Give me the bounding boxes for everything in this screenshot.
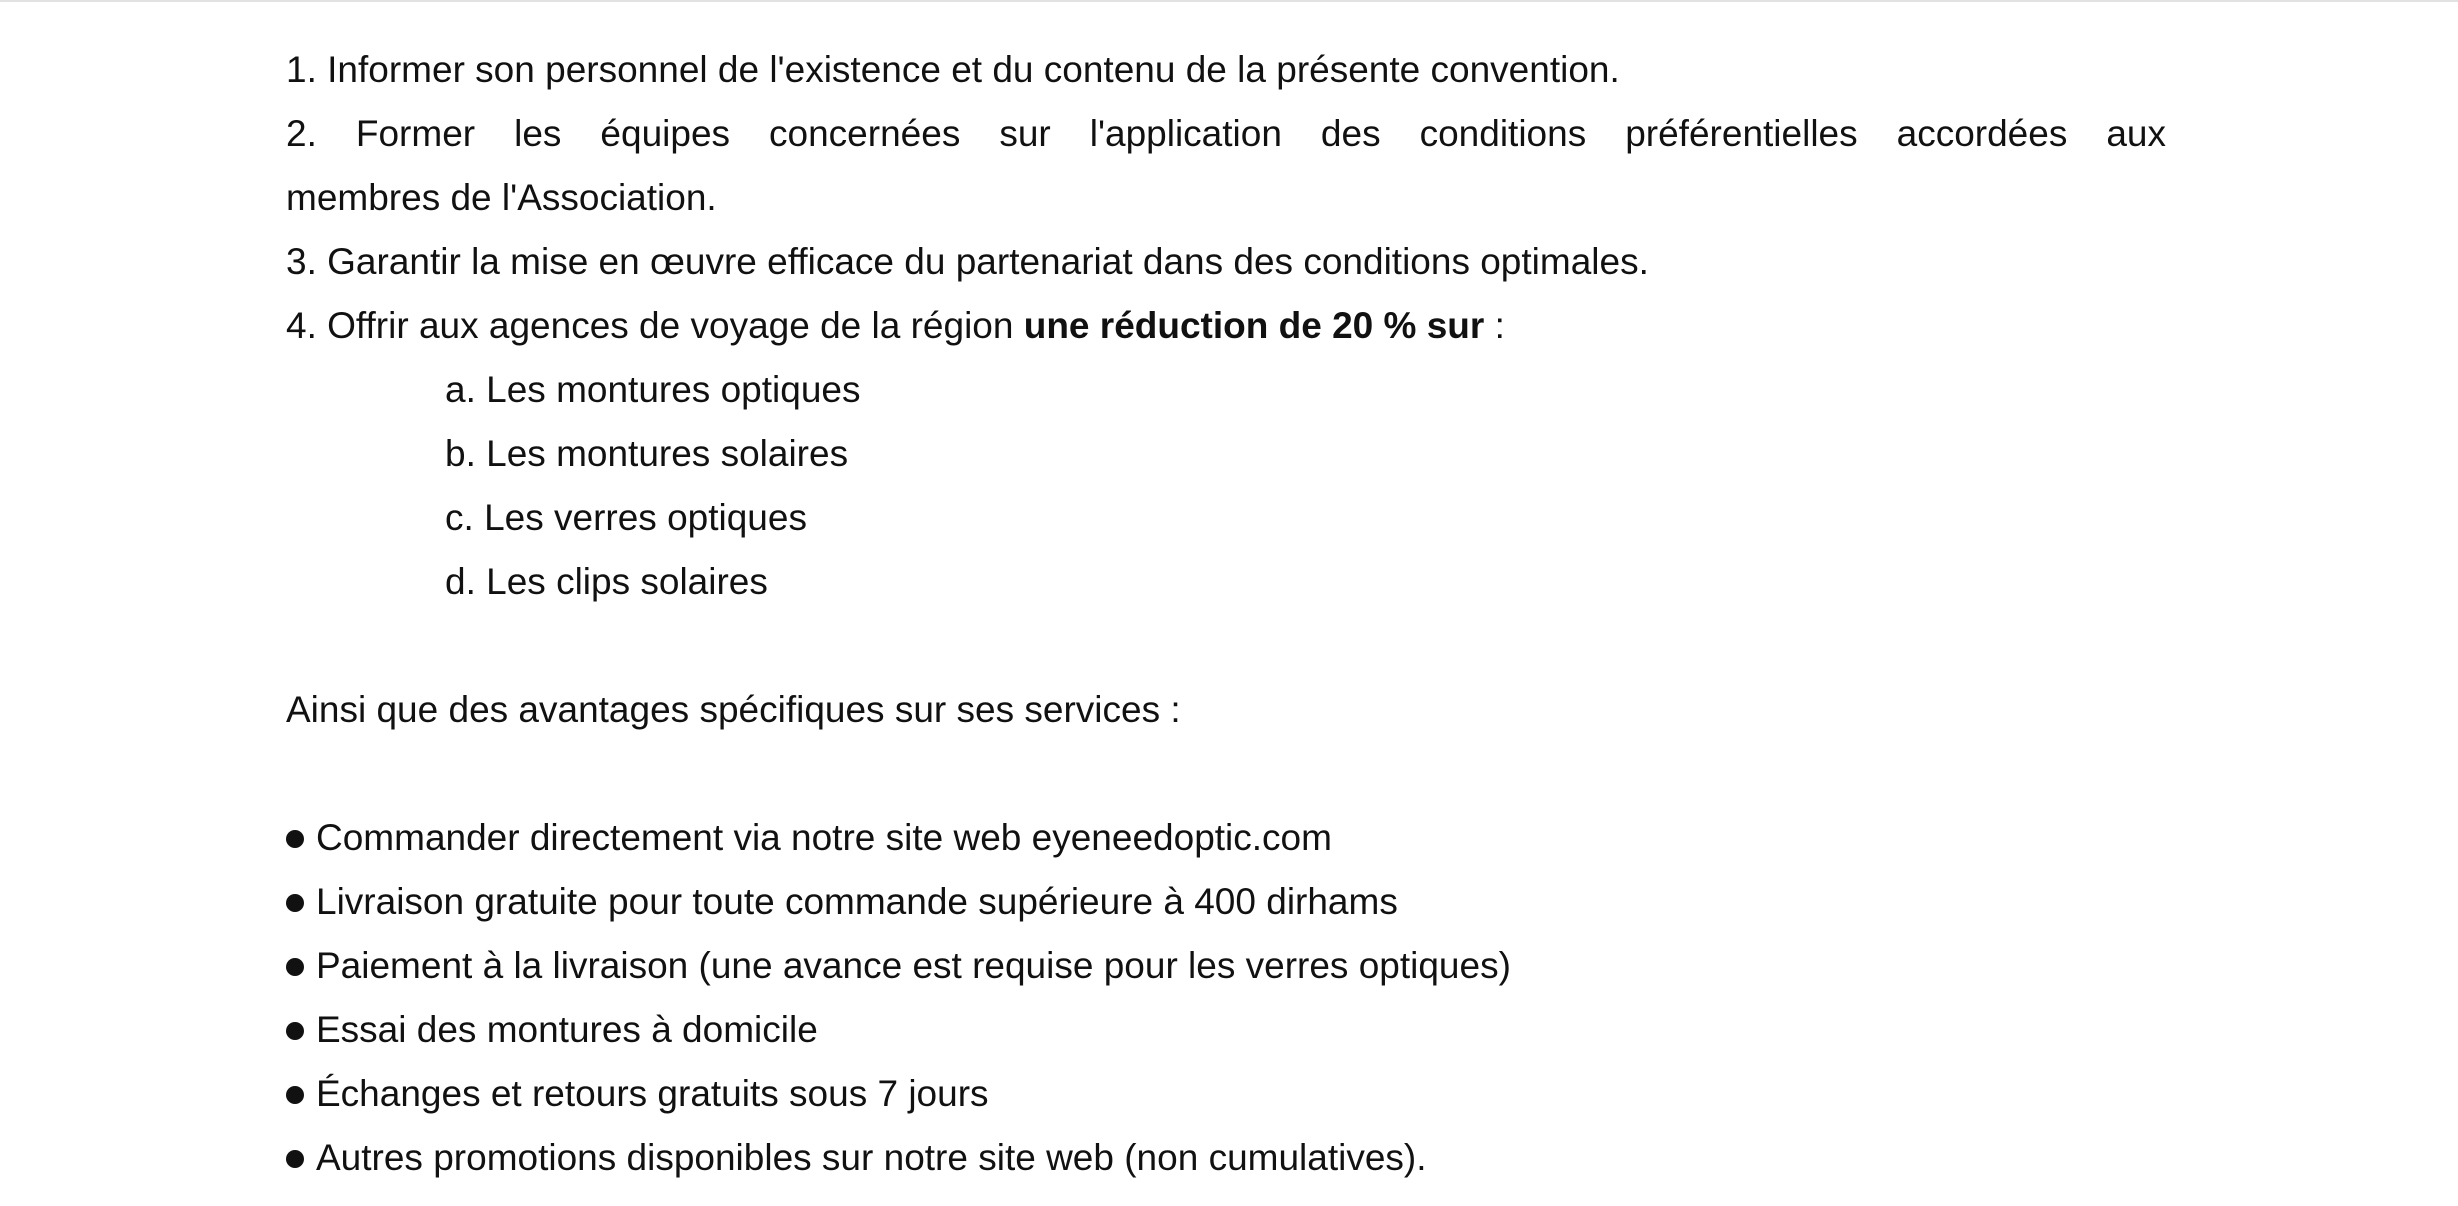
bullet-item-6	[286, 1126, 2166, 1190]
bullet-text: Autres promotions disponibles sur notre site web (non cumulatives).	[316, 1137, 1427, 1178]
sub-item-c	[286, 486, 2166, 550]
numbered-item-1	[286, 38, 2166, 102]
bullet-text: Commander directement via notre site web eyeneedoptic.com	[316, 817, 1332, 858]
bullet-item-2	[286, 870, 2166, 934]
item-text-bold: une réduction de 20 % sur	[1023, 305, 1485, 346]
item-text: Former les équipes concernées sur l'application des conditions préférentielles accordées aux	[355, 113, 2166, 154]
item-number: 3.	[286, 241, 317, 282]
sub-item-letter: c.	[445, 497, 474, 538]
services-intro: Ainsi que des avantages spécifiques sur ses services :	[286, 689, 1181, 730]
item-number: 4.	[286, 305, 317, 346]
bullet-item-4	[286, 998, 2166, 1062]
item-text-after: :	[1484, 305, 1505, 346]
bullet-text: Échanges et retours gratuits sous 7 jours	[316, 1073, 989, 1114]
bullet-text: Livraison gratuite pour toute commande supérieure à 400 dirhams	[316, 881, 1398, 922]
sub-item-text: Les clips solaires	[486, 561, 768, 602]
bullet-text: Essai des montures à domicile	[316, 1009, 818, 1050]
bullet-item-3	[286, 934, 2166, 998]
paragraph-spacer	[286, 742, 2166, 806]
bullet-text: Paiement à la livraison (une avance est requise pour les verres optiques)	[316, 945, 1511, 986]
sub-item-text: Les montures solaires	[486, 433, 849, 474]
bullet-icon	[286, 1022, 304, 1040]
numbered-item-4	[286, 294, 2166, 358]
bullet-item-1	[286, 806, 2166, 870]
numbered-item-2-line1	[286, 102, 2166, 166]
item-text-continued: membres de l'Association.	[286, 177, 717, 218]
sub-item-letter: a.	[445, 369, 476, 410]
bullet-icon	[286, 830, 304, 848]
sub-item-letter: b.	[445, 433, 476, 474]
item-text: Offrir aux agences de voyage de la région	[327, 305, 1024, 346]
paragraph-spacer	[286, 614, 2166, 678]
bullet-item-5	[286, 1062, 2166, 1126]
sub-item-d	[286, 550, 2166, 614]
sub-item-a	[286, 358, 2166, 422]
item-text: Informer son personnel de l'existence et du contenu de la présente convention.	[327, 49, 1620, 90]
bullet-icon	[286, 958, 304, 976]
bullet-icon	[286, 1086, 304, 1104]
numbered-item-3	[286, 230, 2166, 294]
item-number: 2.	[286, 113, 317, 154]
sub-item-letter: d.	[445, 561, 476, 602]
bullet-icon	[286, 894, 304, 912]
document-body	[286, 38, 2166, 1190]
bullet-icon	[286, 1150, 304, 1168]
sub-item-text: Les verres optiques	[484, 497, 807, 538]
sub-item-b	[286, 422, 2166, 486]
item-number: 1.	[286, 49, 317, 90]
numbered-item-2-line2	[286, 166, 2166, 230]
item-text: Garantir la mise en œuvre efficace du partenariat dans des conditions optimales.	[327, 241, 1649, 282]
sub-item-text: Les montures optiques	[486, 369, 861, 410]
